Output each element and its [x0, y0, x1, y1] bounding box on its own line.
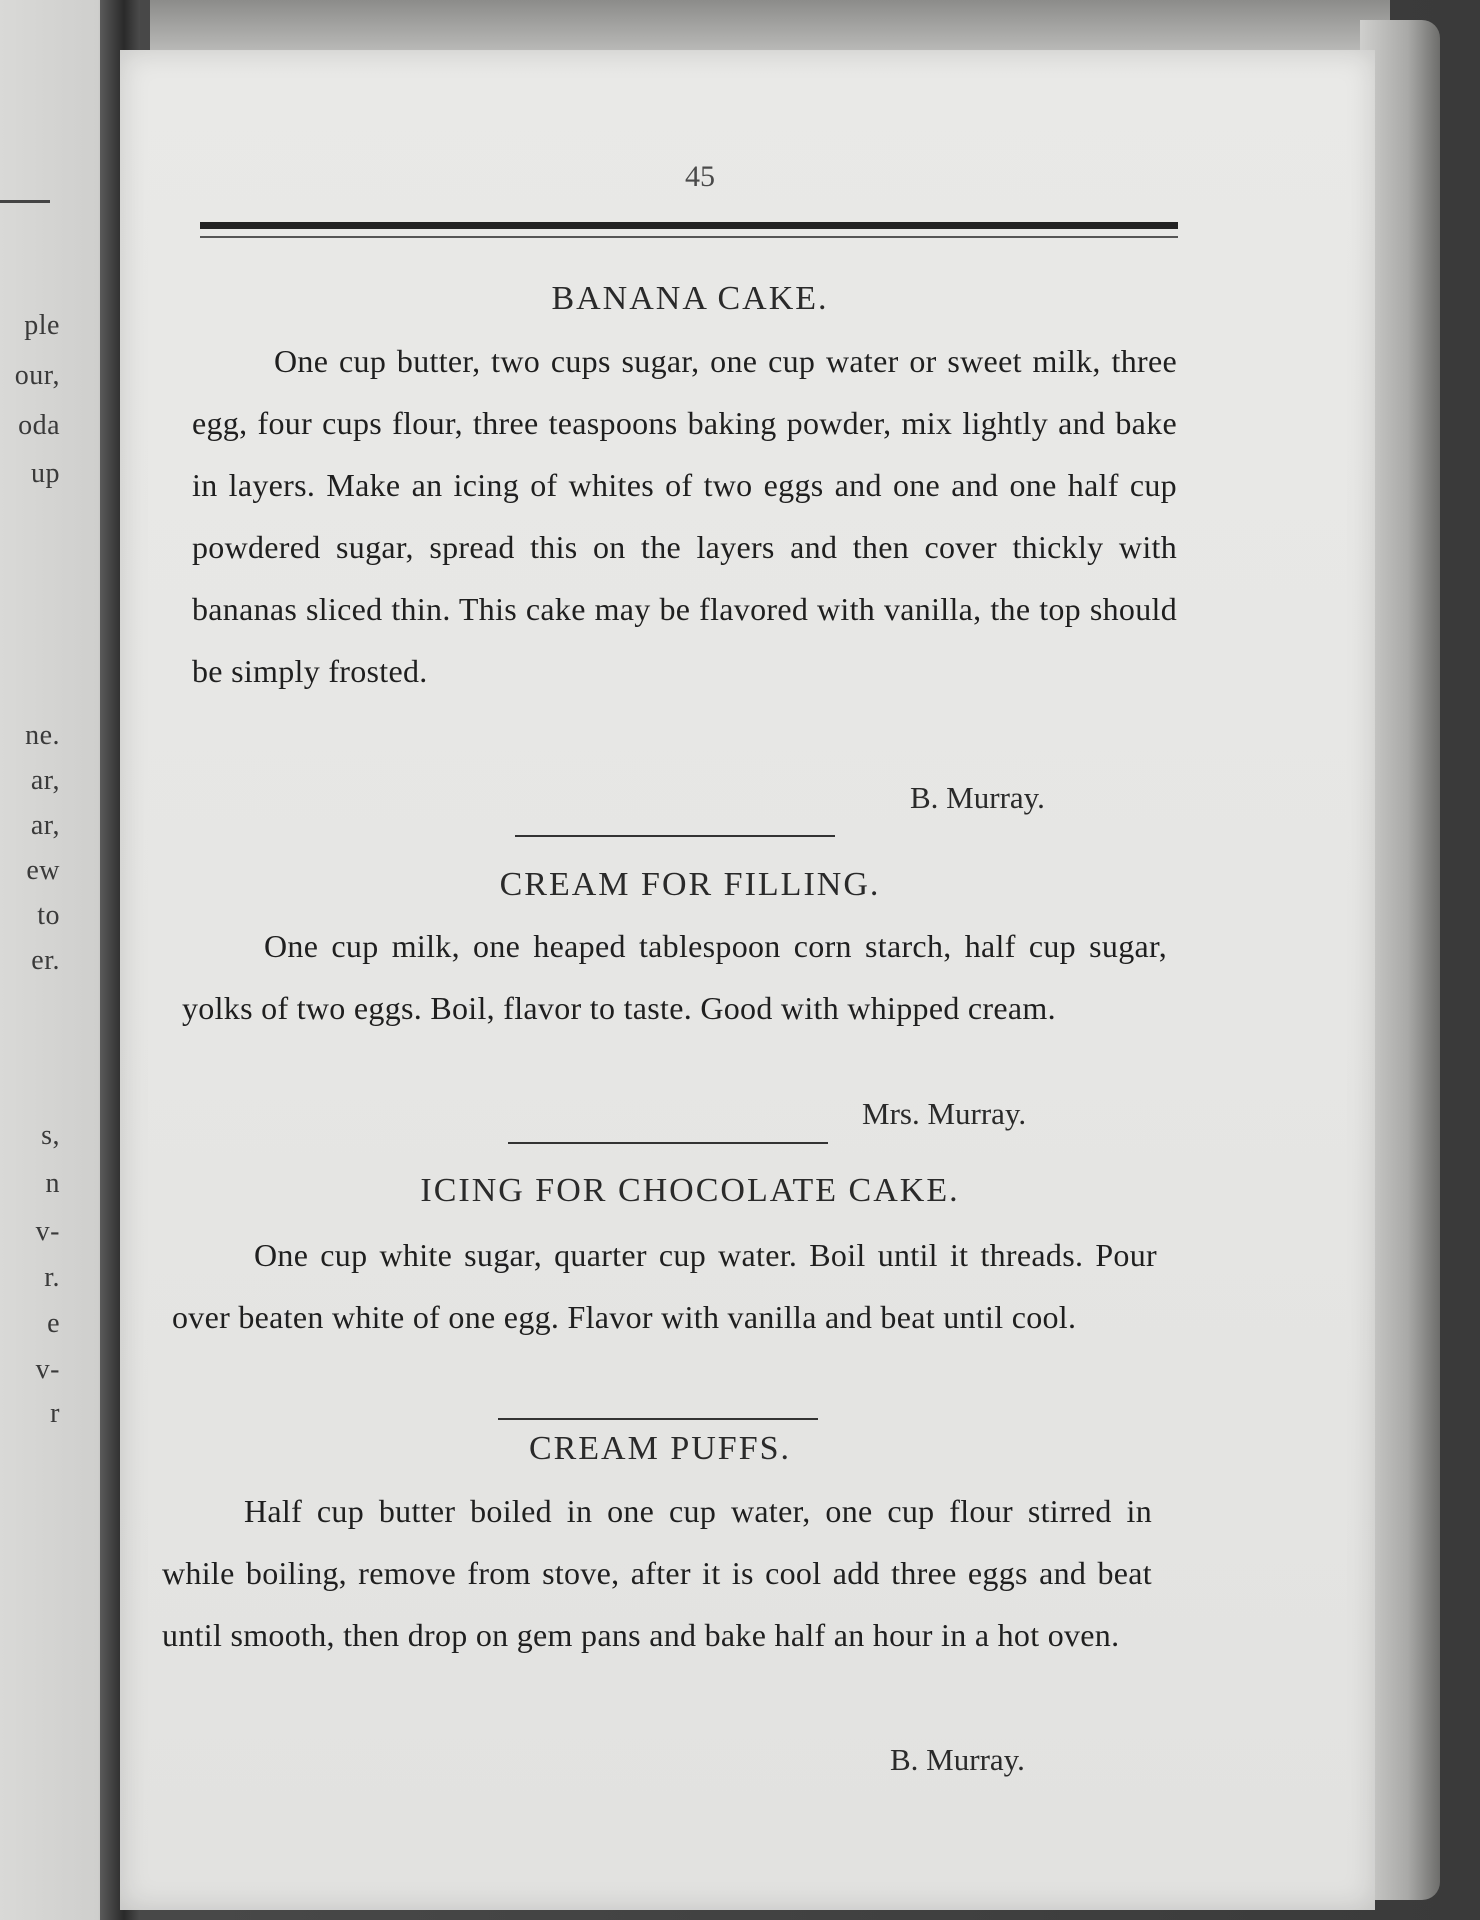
left-page-fragment: ne. [25, 720, 60, 751]
left-page-fragment: r [50, 1398, 60, 1429]
section-separator [508, 1142, 828, 1144]
recipe-title: CREAM FOR FILLING. [499, 866, 881, 903]
page-top-edge [150, 0, 1390, 55]
left-page-fragment: our, [14, 360, 60, 391]
left-page-fragment: v- [35, 1354, 60, 1385]
recipe-body-text: One cup butter, two cups sugar, one cup water or sweet milk, three egg, four cups flour, three teaspoons baking powder, mix lightly and bake in layers. Make an icing of whites of two eggs and one and one half cup powdered sugar, spread this on the layers and then cover thickly with bananas sliced thin. This cake may be flavored with vanilla, the top should be simply frosted. [192, 343, 1177, 689]
left-page-fragment: up [31, 458, 60, 489]
recipe-body [192, 330, 1177, 702]
section-separator [498, 1418, 818, 1420]
left-page-fragment: ew [26, 855, 60, 886]
left-page-fragment: to [37, 900, 60, 931]
section-separator [515, 835, 835, 837]
recipe-title: ICING FOR CHOCOLATE CAKE. [420, 1172, 960, 1209]
recipe-signature: B. Murray. [890, 1742, 1025, 1777]
recipe-signature: Mrs. Murray. [862, 1096, 1027, 1131]
left-page-fragment: r. [44, 1262, 60, 1293]
recipe-title: CREAM PUFFS. [528, 1430, 792, 1467]
page-number: 45 [685, 160, 715, 193]
header-rule-thin [200, 236, 1178, 238]
left-page-fragment: oda [18, 410, 60, 441]
recipe-body-text: One cup milk, one heaped tablespoon corn starch, half cup sugar, yolks of two eggs. Boil, flavor to taste. Good with whipped cream. [182, 928, 1167, 1026]
left-page-fragment: n [45, 1168, 60, 1199]
recipe-body [182, 915, 1167, 1039]
left-page-fragment: v- [35, 1216, 60, 1247]
recipe-body-text: One cup white sugar, quarter cup water. Boil until it threads. Pour over beaten white of one egg. Flavor with vanilla and beat until cool. [172, 1237, 1157, 1335]
left-page-rule [0, 200, 50, 203]
left-page-fragment: s, [41, 1120, 60, 1151]
left-page-fragment: e [47, 1308, 60, 1339]
header-rule [200, 222, 1178, 229]
left-page-fragment: er. [31, 945, 60, 976]
recipe-title: BANANA CAKE. [551, 280, 829, 317]
recipe-body [162, 1480, 1152, 1666]
left-page-fragment: ar, [30, 765, 60, 796]
recipe-signature: B. Murray. [910, 780, 1045, 815]
recipe-body [172, 1224, 1157, 1348]
left-page-fragment: ar, [30, 810, 60, 841]
left-page-fragment: ple [24, 310, 60, 341]
recipe-body-text: Half cup butter boiled in one cup water, one cup flour stirred in while boiling, remove from stove, after it is cool add three eggs and beat until smooth, then drop on gem pans and bake half an hour in a hot oven. [162, 1493, 1152, 1653]
